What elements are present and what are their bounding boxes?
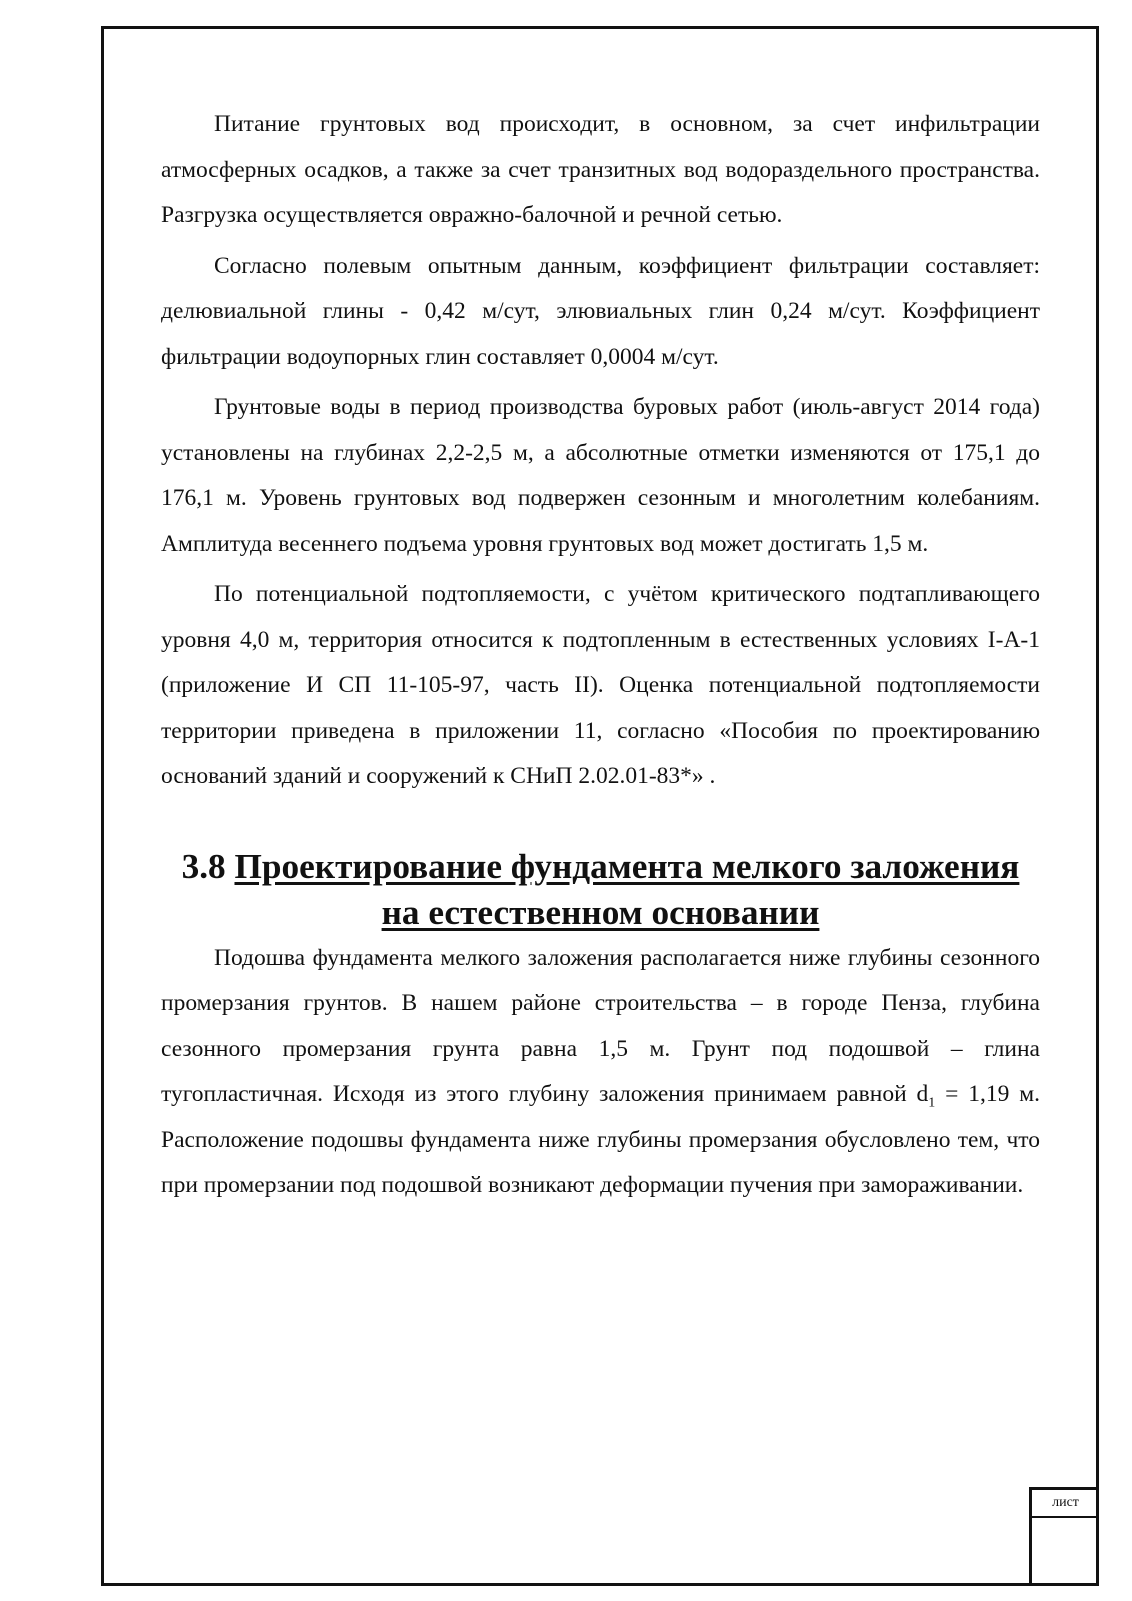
section-title: Проектирование фундамента мелкого заложения на естественном основании [234, 846, 1020, 932]
section-number: 3.8 [181, 846, 226, 886]
depth-subscript: 1 [928, 1095, 936, 1111]
paragraph-groundwater-recharge: Питание грунтовых вод происходит, в основном, за счет инфильтрации атмосферных осадков, а также за счет транзитных вод водораздельного пространства. Разгрузка осуществляется овражно-балочной и речной сетью. [161, 111, 1040, 228]
document-body [161, 102, 1040, 1209]
paragraph-foundation-depth [161, 936, 1040, 1209]
foundation-text-after: = 1,19 м. Расположение подошвы фундамента ниже глубины промерзания обусловлено тем, что при промерзании под подошвой возникают деформации пучения при замораживании. [161, 1081, 1040, 1198]
section-heading [161, 844, 1040, 936]
paragraph-filtration-coefficient: Согласно полевым опытным данным, коэффициент фильтрации составляет: делювиальной глины - 0,42 м/сут, элювиальных глин 0,24 м/сут. Коэффициент фильтрации водоупорных глин составляет 0,0004 м/сут. [161, 252, 1040, 370]
sheet-label: лист [1032, 1490, 1099, 1518]
foundation-text-before: Подошва фундамента мелкого заложения располагается ниже глубины сезонного промерзания грунтов. В нашем районе строительства – в городе Пенза, глубина сезонного промерзания грунта равна 1,5 м. Грунт под подошвой – глина тугопластичная. Исходя из этого глубину заложения принимаем равной d [161, 944, 1040, 1107]
paragraph-groundwater-level: Грунтовые воды в период производства буровых работ (июль-август 2014 года) установлены на глубинах 2,2-2,5 м, а абсолютные отметки изменяются от 175,1 до 176,1 м. Уровень грунтовых вод подвержен сезонным и многолетним колебаниям. Амплитуда весеннего подъема уровня грунтовых вод может достигать 1,5 м. [161, 394, 1040, 557]
paragraph-flooding-assessment: По потенциальной подтопляемости, с учётом критического подтапливающего уровня 4,0 м, территория относится к подтопленным в естественных условиях I-А-1 (приложение И СП 11-105-97, часть II). Оценка потенциальной подтопляемости территории приведена в приложении 11, согласно «Пособия по проектированию оснований зданий и сооружений к СНиП 2.02.01-83*» . [161, 581, 1040, 789]
sheet-number-box [1029, 1487, 1099, 1586]
